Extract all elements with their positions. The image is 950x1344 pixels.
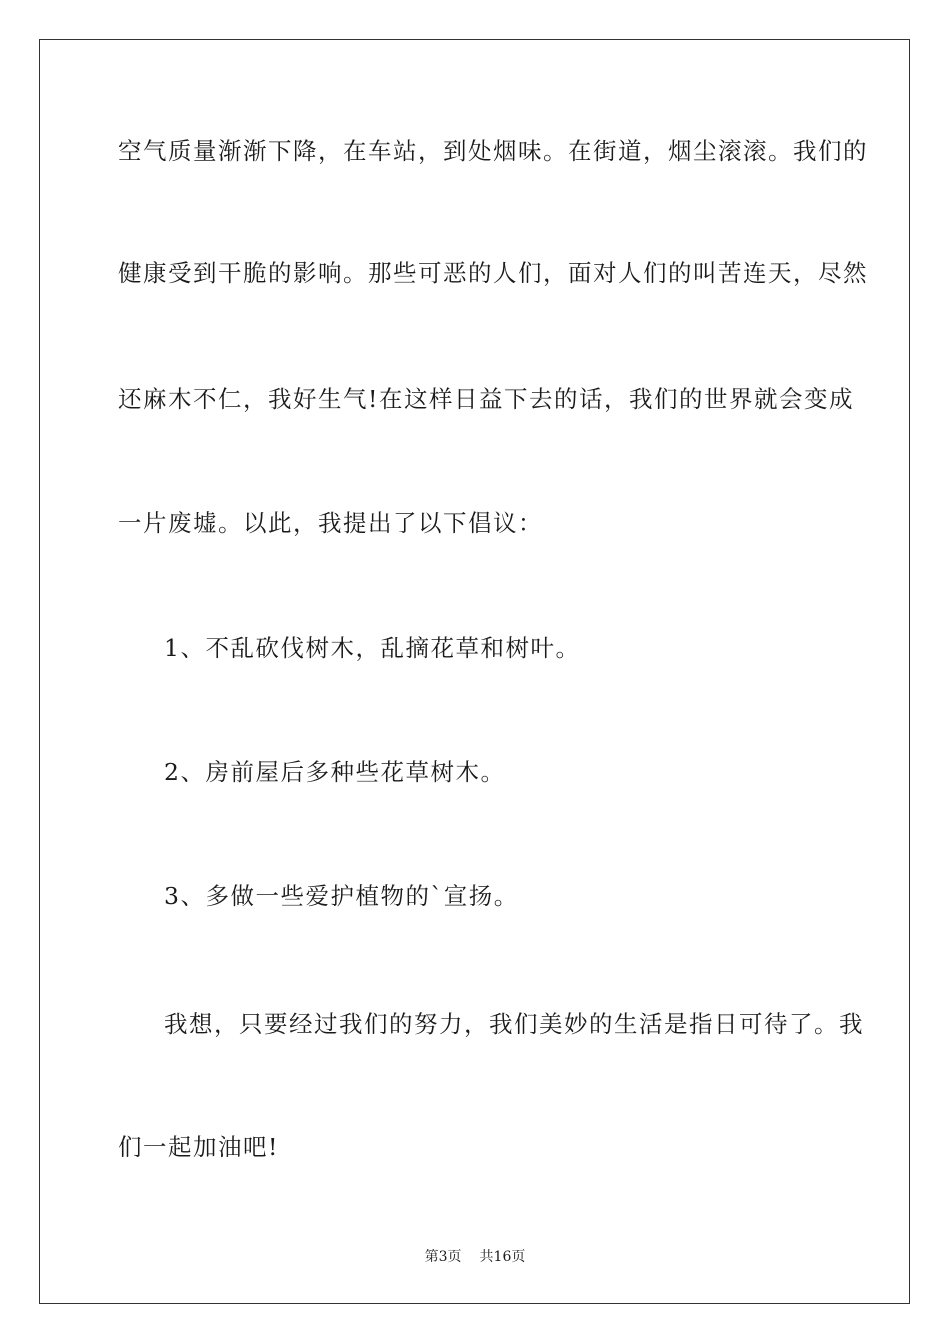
paragraph-line-4: 一片废墟。以此，我提出了以下倡议： [118,509,543,537]
page-number-total: 共16页 [479,1249,526,1265]
proposal-item-3: 3、多做一些爱护植物的`宣扬。 [164,882,519,910]
proposal-item-2: 2、房前屋后多种些花草树木。 [164,758,506,786]
proposal-item-1: 1、不乱砍伐树木，乱摘花草和树叶。 [164,634,581,662]
page-number-current: 第3页 [424,1249,462,1265]
closing-line-2: 们一起加油吧! [118,1133,279,1161]
paragraph-line-3: 还麻木不仁，我好生气!在这样日益下去的话，我们的世界就会变成 [118,385,854,413]
paragraph-line-2: 健康受到干脆的影响。那些可恶的人们，面对人们的叫苦连天，尽然 [118,259,868,287]
page-border [39,39,910,1304]
closing-line-1: 我想，只要经过我们的努力，我们美妙的生活是指日可待了。我 [164,1010,864,1038]
paragraph-line-1: 空气质量渐渐下降，在车站，到处烟味。在街道，烟尘滚滚。我们的 [118,137,868,165]
page-footer [0,1248,950,1266]
